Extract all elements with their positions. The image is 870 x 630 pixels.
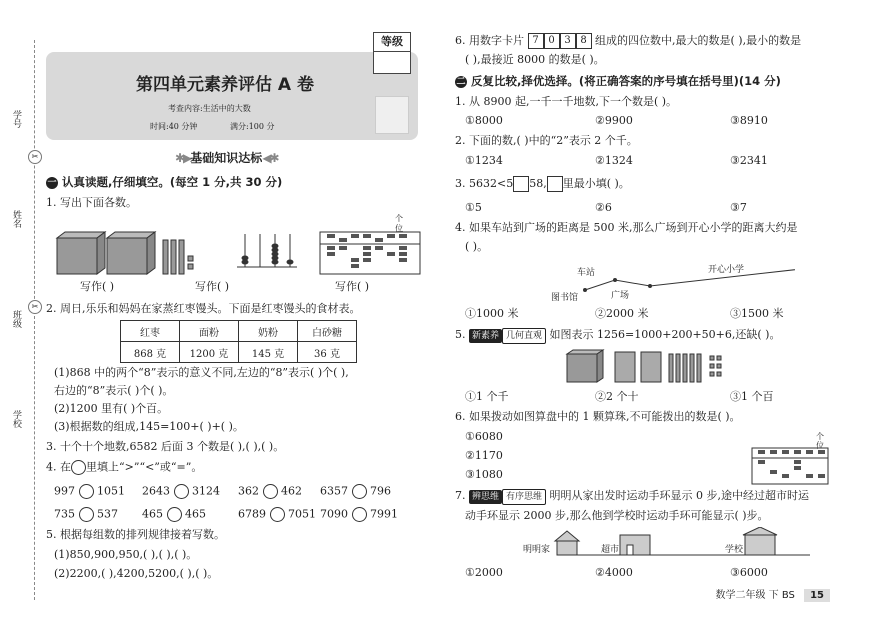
- q4-text-b: 里填上“>”“<”或“=”。: [86, 460, 203, 474]
- compare-left: 6789: [238, 507, 266, 521]
- q5-2: (2)2200,( ),4200,5200,( ),( )。: [54, 567, 219, 580]
- route-label-school: 学校: [725, 545, 744, 555]
- compare-right: 537: [97, 507, 118, 521]
- compare-left: 2643: [142, 484, 170, 498]
- q5-text: 5. 根据每组数的排列规律接着写数。: [46, 528, 225, 541]
- c2-opt: ②1324: [595, 154, 633, 167]
- c4-opt: ③1500 米: [730, 307, 784, 320]
- tag-ordered-thinking: 有序思维: [502, 489, 546, 505]
- q6-text-b: 组成的四位数中,最大的数是( ),最小的数是: [595, 34, 802, 47]
- part1-number: 一: [47, 177, 57, 188]
- c1-text: 1. 从 8900 起,一千一千地数,下一个数是( )。: [455, 95, 678, 108]
- answer-circle[interactable]: [167, 507, 182, 522]
- scissor-icon: ✂: [28, 150, 42, 164]
- part1-heading: [46, 175, 282, 189]
- school-label: 学校: [11, 410, 21, 428]
- score-text: 满分:100 分: [230, 122, 275, 131]
- binding-gutter: [6, 40, 39, 600]
- compare-item: [54, 484, 125, 499]
- table-header: 奶粉: [239, 321, 298, 342]
- q4-text-a: 4. 在: [46, 460, 71, 474]
- q2-2: (2)1200 里有( )个百。: [54, 402, 169, 415]
- c7-line1: 明明从家出发时运动手环显示 0 步,途中经过超市时运: [549, 489, 810, 502]
- c6-opt: ②1170: [465, 449, 503, 462]
- c7-opt: ②4000: [595, 566, 633, 579]
- q2-1a: (1)868 中的两个“8”表示的意义不同,左边的“8”表示( )个( ),: [54, 366, 349, 379]
- station-dot: [613, 278, 617, 282]
- compare-right: 7991: [370, 507, 398, 521]
- grade-box[interactable]: [373, 32, 411, 74]
- abacus-place-label: 位: [816, 441, 824, 450]
- blank-square-ref: [547, 176, 563, 192]
- answer-circle[interactable]: [263, 484, 278, 499]
- c6-abacus: [750, 430, 830, 486]
- house-icon: [555, 531, 579, 555]
- scissor-icon: ✂: [28, 300, 42, 314]
- part2-heading: [455, 74, 781, 88]
- table-header: 红枣: [121, 321, 180, 342]
- c2-opt: ①1234: [465, 154, 503, 167]
- c3-opt: ③7: [730, 201, 747, 214]
- compare-item: [54, 507, 118, 522]
- c5-opt: ③1 个百: [730, 390, 774, 403]
- abacus-place-label: 个: [816, 432, 824, 441]
- c4-opt: ①1000 米: [465, 307, 519, 320]
- q6-line1: [455, 33, 801, 49]
- tag-thinking: 辨思维: [469, 490, 502, 504]
- abacus-icon: [320, 232, 420, 274]
- q2-text: 2. 周日,乐乐和妈妈在家蒸红枣馒头。下面是红枣馒头的食材表。: [46, 302, 361, 315]
- c3-text: [455, 176, 630, 192]
- map-label-school: 开心小学: [708, 265, 745, 275]
- answer-circle[interactable]: [352, 507, 367, 522]
- ingredients-table: [120, 320, 357, 363]
- class-label: 班级: [11, 310, 21, 328]
- abacus-icon: [752, 431, 828, 484]
- q3-text: 3. 十个十个地数,6582 后面 3 个数是( ),( ),( )。: [46, 440, 285, 453]
- c6-opt: ③1080: [465, 468, 503, 481]
- c1-opt: ③8910: [730, 114, 768, 127]
- cut-line: [34, 40, 35, 600]
- c5-figure: [565, 348, 765, 386]
- abacus-place-label: 个: [395, 214, 403, 223]
- q1-write-c: 写作( ): [335, 280, 370, 293]
- compare-right: 3124: [192, 484, 220, 498]
- q6-text: 6. 用数字卡片: [455, 34, 524, 47]
- q2-3: (3)根据数的组成,145=100+( )+( )。: [54, 420, 244, 433]
- c3-opt: ①5: [465, 201, 482, 214]
- table-cell: 1200 克: [180, 342, 239, 363]
- answer-circle[interactable]: [79, 507, 94, 522]
- table-cell: 36 克: [298, 342, 357, 363]
- student-id-label: 学号: [11, 110, 21, 128]
- section-title-text: 基础知识达标: [190, 151, 263, 165]
- compare-item: [320, 507, 398, 522]
- q4-text: [46, 460, 202, 475]
- score-box: [375, 96, 409, 134]
- table-cell: 145 克: [239, 342, 298, 363]
- part2-title: 反复比较,择优选择。(将正确答案的序号填在括号里)(14 分): [471, 74, 781, 88]
- digit-card: 7: [528, 33, 544, 49]
- section-title: ✱▶基础知识达标◀✱: [175, 151, 278, 165]
- c5-opt: ①1 个千: [465, 390, 509, 403]
- answer-circle[interactable]: [352, 484, 367, 499]
- c1-opt: ①8000: [465, 114, 503, 127]
- c7-route: [515, 527, 815, 561]
- abacus-place-label2: 位: [395, 224, 403, 233]
- answer-circle[interactable]: [270, 507, 285, 522]
- q1-figures: [55, 212, 425, 277]
- c7-opt: ③6000: [730, 566, 768, 579]
- compare-left: 465: [142, 507, 163, 521]
- c3-text-b: 58,: [529, 177, 547, 190]
- q1-text: 1. 写出下面各数。: [46, 196, 137, 209]
- q1-write-b: 写作( ): [195, 280, 230, 293]
- c3-text-a: 3. 5632<5: [455, 177, 514, 190]
- c1-opt: ②9900: [595, 114, 633, 127]
- c3-text-c: 里最小填( )。: [562, 177, 630, 190]
- library-dot: [583, 288, 587, 292]
- unit-cube-icon: [710, 356, 721, 376]
- map-label-library: 图书馆: [551, 293, 579, 303]
- c2-text: 2. 下面的数,( )中的“2”表示 2 个千。: [455, 134, 638, 147]
- map-label-station: 车站: [577, 268, 596, 278]
- c5-question: 如图表示 1256=1000+200+50+6,还缺( )。: [549, 328, 781, 341]
- blank-circle: [71, 460, 86, 475]
- digit-card: 0: [544, 33, 560, 49]
- c3-opt: ②6: [595, 201, 612, 214]
- thousand-cube-icon: [567, 350, 603, 382]
- q5-1: (1)850,900,950,( ),( ),( )。: [54, 548, 198, 561]
- grade-label: 等级: [374, 33, 410, 52]
- tag-geometry: 几何直观: [502, 328, 546, 344]
- compare-item: [320, 484, 391, 499]
- c7-line2: 动手环显示 2000 步,那么他到学校时运动手环可能显示( )步。: [465, 509, 769, 522]
- thousand-cube-icon: [107, 232, 155, 274]
- compare-right: 796: [370, 484, 391, 498]
- c4-text: 4. 如果车站到广场的距离是 500 米,那么广场到开心小学的距离大约是: [455, 221, 798, 234]
- compare-right: 7051: [288, 507, 316, 521]
- q6-line2: ( ),最接近 8000 的数是( )。: [465, 53, 605, 66]
- ten-rod-icon: [669, 354, 701, 382]
- page-title: 第四单元素养评估 A 卷: [136, 75, 314, 95]
- table-header: 面粉: [180, 321, 239, 342]
- blank-square[interactable]: [513, 176, 529, 192]
- compare-item: [238, 507, 316, 522]
- compare-item: [142, 484, 220, 499]
- c5-text: 5. 新素养 几何直观 如图表示 1256=1000+200+50+6,还缺( )。: [455, 328, 780, 344]
- time-text: 时间:40 分钟: [150, 122, 198, 131]
- tag-new-literacy: 新素养: [469, 329, 502, 343]
- c6-text: 6. 如果拨动如图算盘中的 1 颗算珠,不可能拨出的数是( )。: [455, 410, 741, 423]
- c5-opt: ②2 个十: [595, 390, 639, 403]
- c4-text-b: ( )。: [465, 240, 489, 253]
- counting-frame-icon: [237, 234, 297, 267]
- answer-circle[interactable]: [79, 484, 94, 499]
- compare-item: [238, 484, 302, 499]
- c2-opt: ③2341: [730, 154, 768, 167]
- topic-text: 考查内容:生活中的大数: [168, 104, 251, 113]
- compare-left: 6357: [320, 484, 348, 498]
- table-cell: 868 克: [121, 342, 180, 363]
- compare-left: 997: [54, 484, 75, 498]
- c7-text: 7. 辨思维 有序思维 明明从家出发时运动手环显示 0 步,途中经过超市时运: [455, 489, 809, 505]
- name-label: 姓名: [11, 210, 21, 228]
- q2-1b: 右边的“8”表示( )个( )。: [54, 384, 174, 397]
- c7-opt: ①2000: [465, 566, 503, 579]
- compare-right: 462: [281, 484, 302, 498]
- c6-opt: ①6080: [465, 430, 503, 443]
- hundred-flat-icon: [615, 352, 661, 382]
- page-number: 15: [804, 589, 830, 602]
- digit-card: 3: [560, 33, 576, 49]
- part2-number: 二: [456, 76, 466, 87]
- table-header: 白砂糖: [298, 321, 357, 342]
- q1-write-a: 写作( ): [80, 280, 115, 293]
- route-label-market: 超市: [601, 545, 620, 555]
- map-label-square: 广场: [611, 291, 630, 301]
- school-icon: [743, 527, 777, 555]
- footer-text: 数学二年级 下 BS: [715, 590, 795, 601]
- compare-item: [142, 507, 206, 522]
- answer-circle[interactable]: [174, 484, 189, 499]
- right-page: [435, 0, 870, 630]
- square-dot: [648, 284, 652, 288]
- compare-left: 362: [238, 484, 259, 498]
- ten-rod-icon: [163, 240, 184, 274]
- route-label-home: 明明家: [523, 545, 551, 555]
- compare-right: 465: [185, 507, 206, 521]
- c4-opt: ②2000 米: [595, 307, 649, 320]
- compare-left: 735: [54, 507, 75, 521]
- compare-left: 7090: [320, 507, 348, 521]
- unit-cube-icon: [188, 256, 193, 269]
- part1-title: 认真读题,仔细填空。(每空 1 分,共 30 分): [62, 175, 283, 189]
- compare-right: 1051: [97, 484, 125, 498]
- page-footer: [716, 586, 831, 602]
- digit-card: 8: [576, 33, 592, 49]
- supermarket-icon: [620, 535, 650, 555]
- thousand-cube-icon: [57, 232, 105, 274]
